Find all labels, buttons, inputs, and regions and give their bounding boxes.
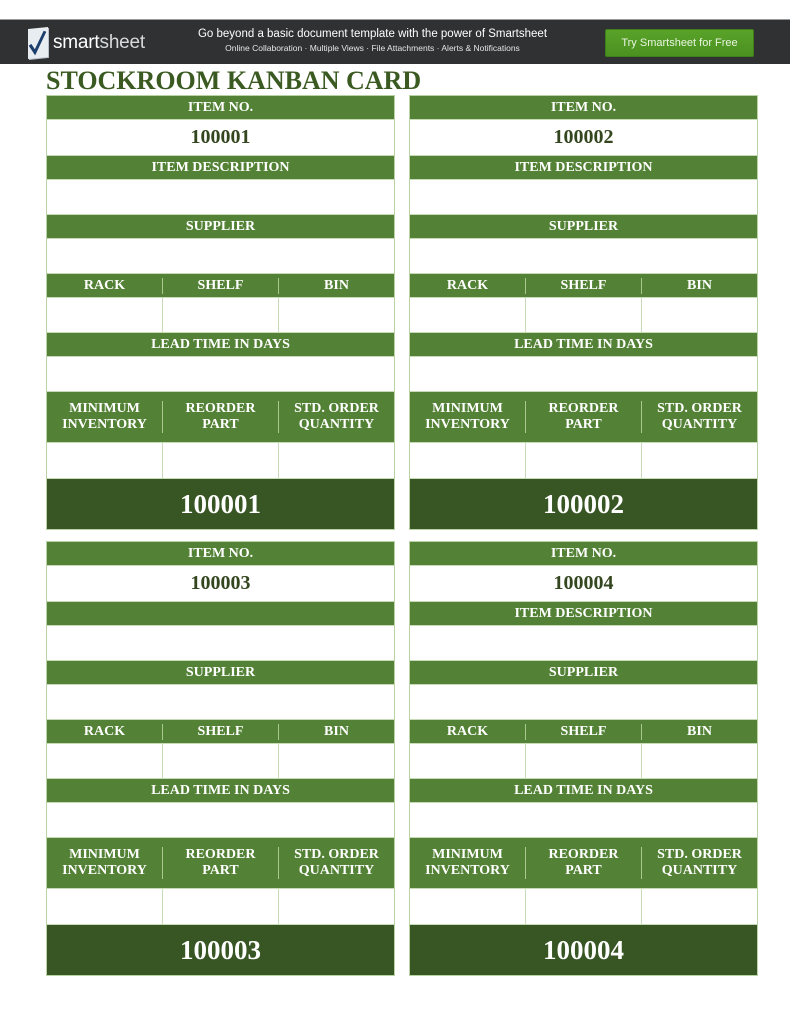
item-no-value[interactable]: 100001 [47,120,394,156]
kanban-card-4 [409,541,758,976]
min-inventory-header: MINIMUM INVENTORY [62,401,147,432]
supplier-field[interactable] [47,685,394,720]
card-footer-number: 100004 [410,925,757,975]
description-field[interactable] [47,180,394,215]
kanban-card-1 [46,95,395,530]
shelf-header: SHELF [525,278,641,294]
bin-header: BIN [641,278,757,294]
description-field[interactable] [410,626,757,661]
std-order-qty-header: STD. ORDER QUANTITY [641,847,757,879]
lead-time-header: LEAD TIME IN DAYS [47,779,394,803]
std-order-qty-field[interactable] [641,889,757,924]
min-inventory-field[interactable] [410,443,525,478]
description-field[interactable] [410,180,757,215]
location-value-row [47,744,394,779]
order-value-row [410,889,757,925]
bin-field[interactable] [641,298,757,332]
std-order-qty-header: STD. ORDER QUANTITY [278,847,394,879]
reorder-part-field[interactable] [525,889,641,924]
logo-wordmark: smartsheet [53,32,145,53]
order-value-row [47,443,394,479]
min-inventory-header: MINIMUM INVENTORY [425,401,510,432]
bin-header: BIN [278,278,394,294]
lead-time-field[interactable] [410,357,757,392]
location-value-row [47,298,394,333]
location-value-row [410,298,757,333]
smartsheet-logo[interactable] [28,28,145,58]
lead-time-header: LEAD TIME IN DAYS [410,333,757,357]
reorder-part-field[interactable] [162,889,278,924]
lead-time-field[interactable] [47,357,394,392]
promo-headline: Go beyond a basic document template with the power of Smartsheet [197,28,548,40]
description-header: ITEM DESCRIPTION [47,156,394,180]
rack-field[interactable] [47,298,162,332]
rack-field[interactable] [47,744,162,778]
shelf-header: SHELF [162,724,278,740]
supplier-header: SUPPLIER [410,661,757,685]
supplier-header: SUPPLIER [47,215,394,239]
shelf-field[interactable] [162,744,278,778]
item-no-header: ITEM NO. [47,542,394,566]
order-header-row [47,392,394,443]
shelf-header: SHELF [162,278,278,294]
checkmark-icon [28,27,48,59]
description-header: ITEM DESCRIPTION [410,156,757,180]
reorder-part-field[interactable] [525,443,641,478]
promo-text [195,27,550,54]
item-no-value[interactable]: 100003 [47,566,394,602]
std-order-qty-field[interactable] [641,443,757,478]
min-inventory-field[interactable] [410,889,525,924]
reorder-part-header: REORDER PART [525,847,641,879]
location-header-row [47,274,394,298]
bin-field[interactable] [641,744,757,778]
lead-time-header: LEAD TIME IN DAYS [410,779,757,803]
min-inventory-field[interactable] [47,443,162,478]
bin-header: BIN [641,724,757,740]
kanban-card-3 [46,541,395,976]
lead-time-header: LEAD TIME IN DAYS [47,333,394,357]
supplier-header: SUPPLIER [410,215,757,239]
order-header-row [410,392,757,443]
lead-time-field[interactable] [410,803,757,838]
supplier-field[interactable] [410,239,757,274]
std-order-qty-header: STD. ORDER QUANTITY [278,401,394,433]
item-no-header: ITEM NO. [47,96,394,120]
reorder-part-field[interactable] [162,443,278,478]
reorder-part-header: REORDER PART [162,847,278,879]
try-smartsheet-button[interactable]: Try Smartsheet for Free [605,29,754,57]
min-inventory-header: MINIMUM INVENTORY [62,847,147,878]
rack-header: RACK [446,723,489,739]
card-footer-number: 100003 [47,925,394,975]
description-header: ITEM DESCRIPTION [410,602,757,626]
item-no-header: ITEM NO. [410,542,757,566]
reorder-part-header: REORDER PART [162,401,278,433]
rack-header: RACK [83,277,126,293]
description-field[interactable] [47,626,394,661]
shelf-field[interactable] [162,298,278,332]
card-footer-number: 100002 [410,479,757,529]
item-no-value[interactable]: 100004 [410,566,757,602]
location-value-row [410,744,757,779]
rack-field[interactable] [410,298,525,332]
item-no-value[interactable]: 100002 [410,120,757,156]
kanban-card-2 [409,95,758,530]
bin-header: BIN [278,724,394,740]
shelf-field[interactable] [525,298,641,332]
lead-time-field[interactable] [47,803,394,838]
rack-field[interactable] [410,744,525,778]
location-header-row [47,720,394,744]
smartsheet-banner [0,19,790,64]
supplier-field[interactable] [410,685,757,720]
reorder-part-header: REORDER PART [525,401,641,433]
promo-features: Online Collaboration · Multiple Views · File Attachments · Alerts & Notifications [225,43,520,53]
std-order-qty-header: STD. ORDER QUANTITY [641,401,757,433]
rack-header: RACK [83,723,126,739]
rack-header: RACK [446,277,489,293]
shelf-field[interactable] [525,744,641,778]
supplier-header: SUPPLIER [47,661,394,685]
order-header-row [47,838,394,889]
description-header [47,602,394,626]
item-no-header: ITEM NO. [410,96,757,120]
order-value-row [47,889,394,925]
order-value-row [410,443,757,479]
bin-field[interactable] [278,744,394,778]
bin-field[interactable] [278,298,394,332]
card-footer-number: 100001 [47,479,394,529]
std-order-qty-field[interactable] [278,443,394,478]
page-title: STOCKROOM KANBAN CARD [46,66,422,95]
location-header-row [410,274,757,298]
supplier-field[interactable] [47,239,394,274]
min-inventory-header: MINIMUM INVENTORY [425,847,510,878]
order-header-row [410,838,757,889]
std-order-qty-field[interactable] [278,889,394,924]
min-inventory-field[interactable] [47,889,162,924]
shelf-header: SHELF [525,724,641,740]
location-header-row [410,720,757,744]
